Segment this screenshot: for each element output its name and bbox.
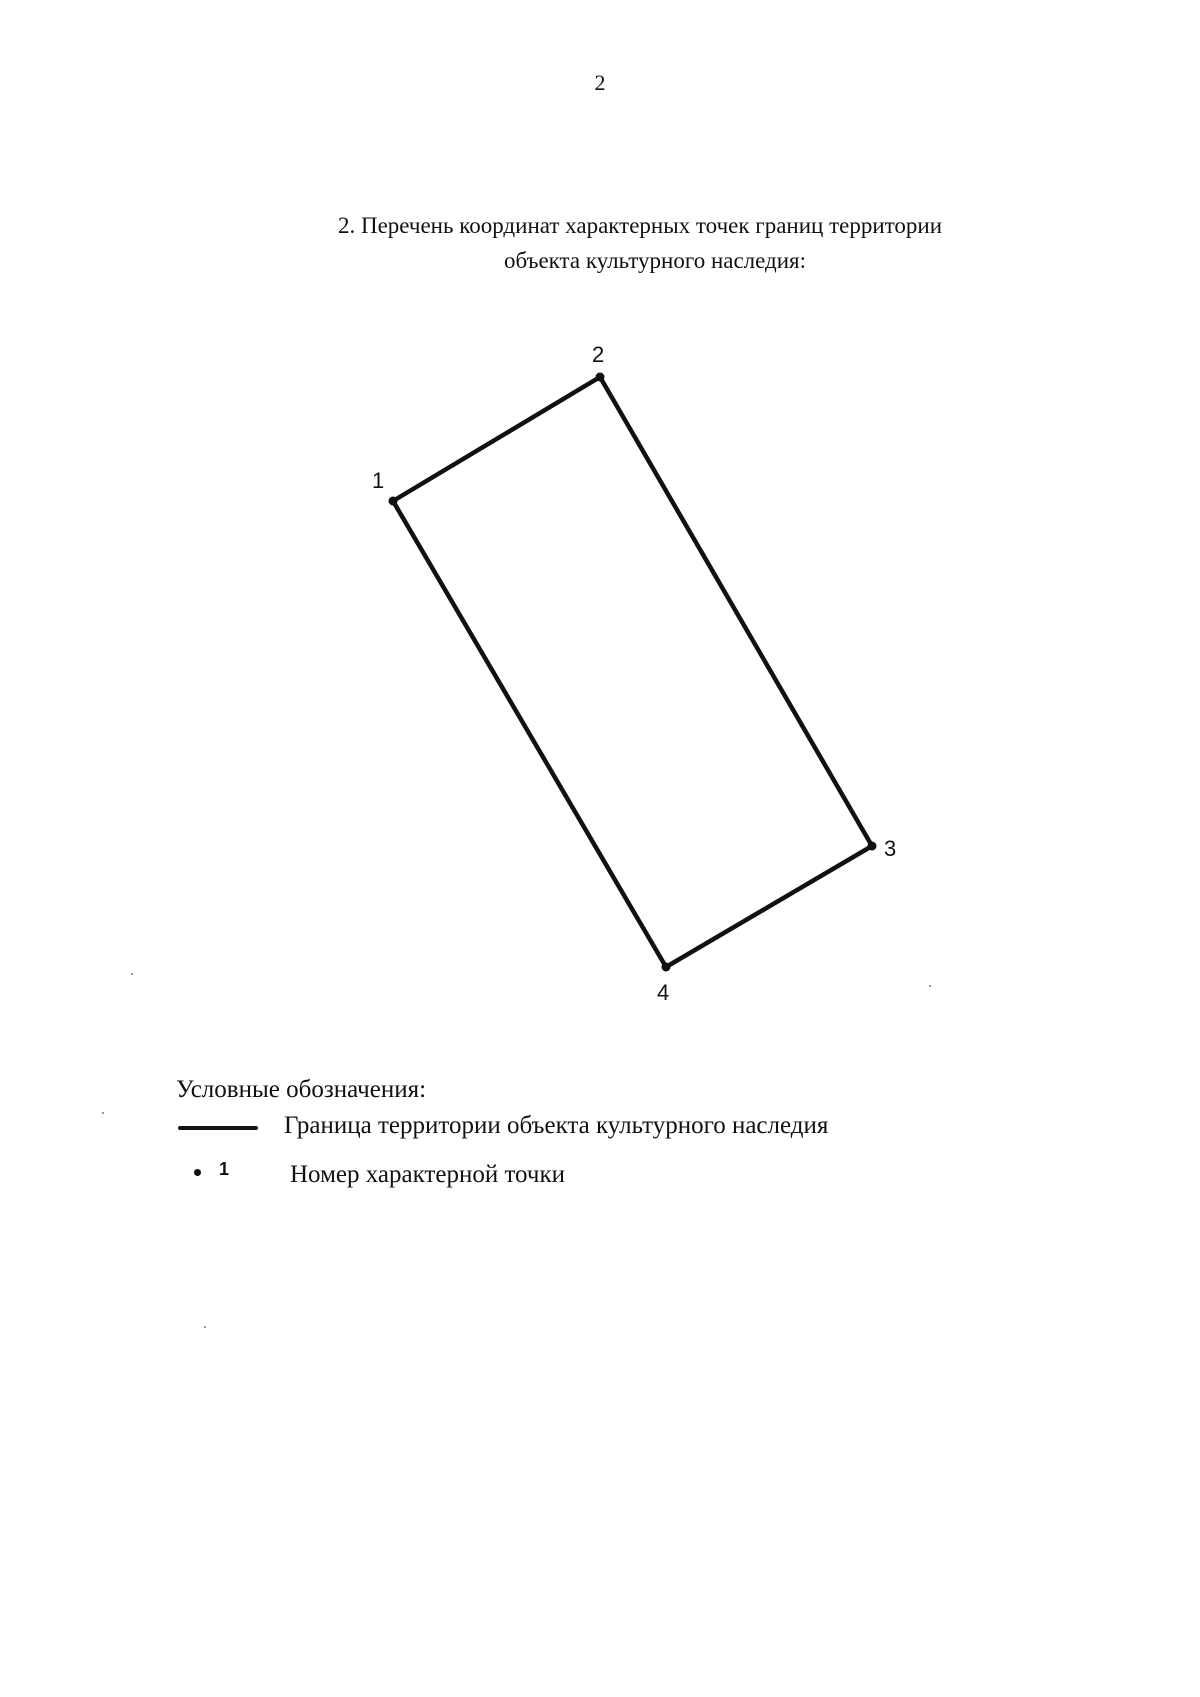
scan-speck <box>204 1326 206 1328</box>
scan-speck <box>929 985 931 987</box>
point-symbol <box>176 1157 266 1191</box>
boundary-line-swatch <box>178 1126 258 1130</box>
section-heading-line-2: объекта культурного наследия: <box>503 248 807 273</box>
boundary-point-2-marker <box>596 373 605 382</box>
section-heading-line-1: 2. Перечень координат характерных точек границ территории <box>337 213 943 238</box>
scan-speck <box>131 973 133 975</box>
boundary-point-3-marker <box>868 842 877 851</box>
boundary-line-symbol <box>176 1112 266 1146</box>
point-symbol-number: 1 <box>219 1159 230 1179</box>
boundary-point-1-label: 1 <box>372 468 385 493</box>
page-number: 2 <box>594 70 606 95</box>
legend-point-label: Номер характерной точки <box>290 1161 565 1188</box>
legend-title: Условные обозначения: <box>176 1076 427 1103</box>
boundary-point-1-marker <box>389 497 398 506</box>
boundary-point-4-label: 4 <box>657 980 670 1005</box>
boundary-point-4-marker <box>662 963 671 972</box>
boundary-point-2-label: 2 <box>592 342 605 367</box>
legend-boundary-label: Граница территории объекта культурного наследия <box>284 1112 829 1139</box>
territory-boundary-polygon <box>393 377 872 967</box>
legend-row-boundary <box>176 1112 1076 1146</box>
scan-speck <box>102 1112 104 1114</box>
legend-row-point <box>176 1157 1076 1191</box>
point-dot-icon <box>194 1169 201 1176</box>
boundary-point-3-label: 3 <box>884 836 897 861</box>
